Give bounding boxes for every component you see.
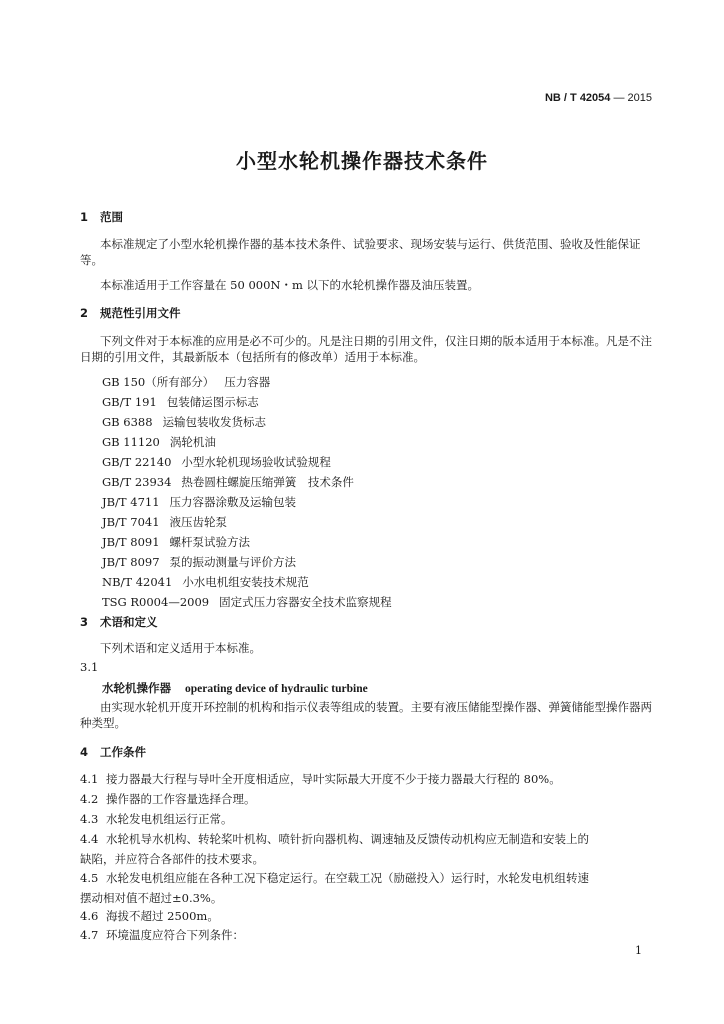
clause-4-3: 4.3 水轮发电机组运行正常。: [80, 812, 233, 826]
reference-item: JB/T 4711 压力容器涂敷及运输包装: [102, 495, 297, 509]
section-3-paragraph-1: 下列术语和定义适用于本标准。: [100, 641, 261, 655]
reference-item: NB/T 42041 小水电机组安装技术规范: [102, 575, 309, 589]
reference-item: JB/T 7041 液压齿轮泵: [102, 515, 228, 529]
section-3-heading: 3 术语和定义: [80, 615, 158, 629]
clause-4-7: 4.7 环境温度应符合下列条件：: [80, 928, 244, 942]
reference-item: JB/T 8091 螺杆泵试验方法: [102, 535, 251, 549]
section-2-heading: 2 规范性引用文件: [80, 306, 181, 320]
term-definition: 由实现水轮机开度开环控制的机构和指示仪表等组成的装置。主要有液压储能型操作器、弹簧储能型操作器两种类型。: [80, 700, 652, 730]
clause-4-5: 4.5 水轮发电机组应能在各种工况下稳定运行。在空载工况（励磁投入）运行时，水轮发电机组转速 摆动相对值不超过±0.3%。: [80, 871, 589, 905]
clause-4-6: 4.6 海拔不超过 2500m。: [80, 909, 219, 923]
section-2-paragraph-1: 下列文件对于本标准的应用是必不可少的。凡是注日期的引用文件，仅注日期的版本适用于本标准。凡是不注日期的引用文件，其最新版本（包括所有的修改单）适用于本标准。: [80, 334, 652, 364]
reference-item: GB 6388 运输包装收发货标志: [102, 415, 267, 429]
term-number: 3.1: [80, 660, 99, 674]
document-title: 小型水轮机操作器技术条件: [236, 149, 488, 173]
clause-4-1: 4.1 接力器最大行程与导叶全开度相适应，导叶实际最大开度不少于接力器最大行程的 80%。: [80, 772, 561, 786]
reference-item: TSG R0004—2009 固定式压力容器安全技术监察规程: [102, 595, 392, 609]
section-4-heading: 4 工作条件: [80, 745, 146, 759]
reference-item: GB 11120 涡轮机油: [102, 435, 216, 449]
section-1-paragraph-2: 本标准适用于工作容量在 50 000N・m 以下的水轮机操作器及油压装置。: [100, 278, 480, 292]
reference-item: JB/T 8097 泵的振动测量与评价方法: [102, 555, 297, 569]
reference-item: GB/T 191 包装储运图示标志: [102, 395, 259, 409]
reference-item: GB/T 23934 热卷圆柱螺旋压缩弹簧 技术条件: [102, 475, 354, 489]
reference-item: GB 150（所有部分） 压力容器: [102, 375, 271, 389]
clause-4-2: 4.2 操作器的工作容量选择合理。: [80, 792, 256, 806]
page-number: 1: [635, 944, 642, 957]
reference-item: GB/T 22140 小型水轮机现场验收试验规程: [102, 455, 331, 469]
clause-4-4: 4.4 水轮机导水机构、转轮桨叶机构、喷针折向器机构、调速轴及反馈传动机构应无制造和安装上的 缺陷，并应符合各部件的技术要求。: [80, 832, 589, 866]
term-name: 水轮机操作器 operating device of hydraulic turbine: [102, 681, 368, 695]
section-1-paragraph-1: 本标准规定了小型水轮机操作器的基本技术条件、试验要求、现场安装与运行、供货范围、验收及性能保证等。: [80, 237, 641, 267]
section-1-heading: 1 范围: [80, 210, 123, 224]
standard-code: NB / T 42054 — 2015: [544, 92, 652, 104]
